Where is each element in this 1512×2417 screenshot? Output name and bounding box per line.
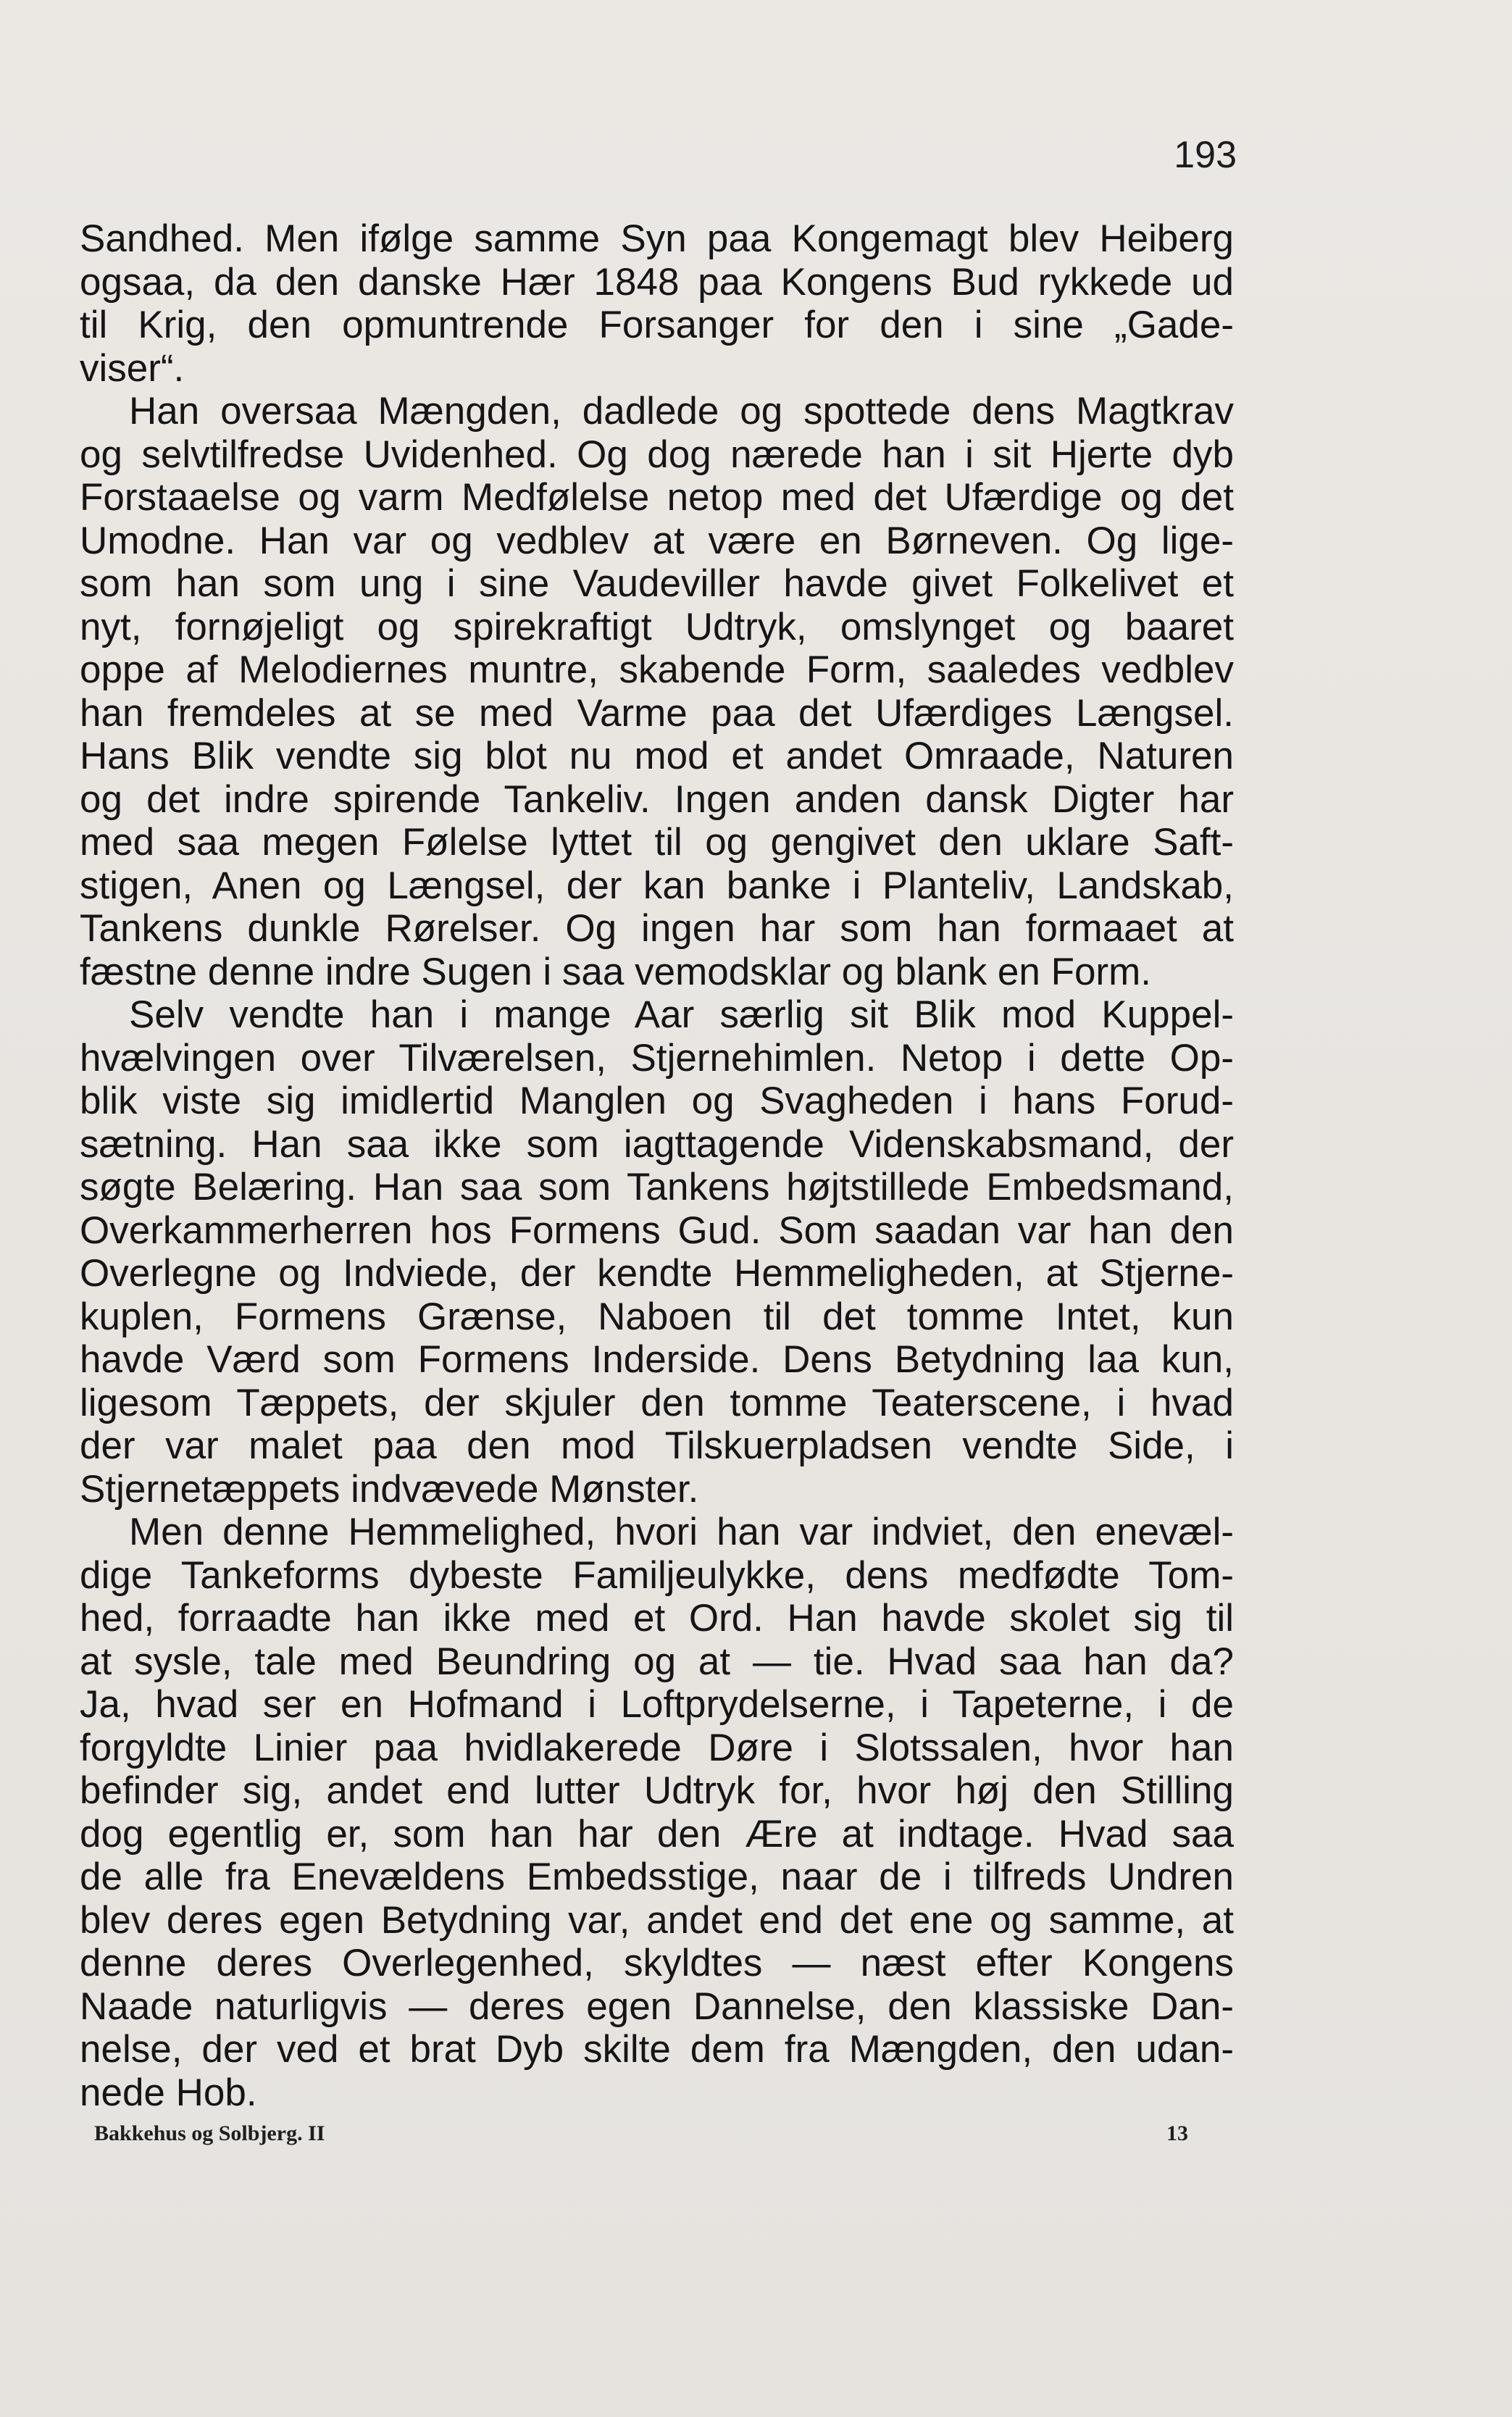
- footer-sheet-number: 13: [1166, 2121, 1188, 2145]
- text-line: oppe af Melodiernes muntre, skabende Form, saaledes vedblev: [80, 648, 1234, 691]
- text-line: kuplen, Formens Grænse, Naboen til det tomme Intet, kun: [80, 1295, 1234, 1338]
- footer-signature: Bakkehus og Solbjerg. II: [94, 2121, 325, 2145]
- text-line: havde Værd som Formens Inderside. Dens Betydning laa kun,: [80, 1338, 1234, 1381]
- text-line: hvælvingen over Tilværelsen, Stjernehimlen. Netop i dette Op-: [80, 1036, 1234, 1080]
- text-line: Umodne. Han var og vedblev at være en Børneven. Og lige-: [80, 519, 1234, 562]
- page-number: 193: [1174, 134, 1237, 176]
- text-line: Men denne Hemmelighed, hvori han var indviet, den enevæl-: [129, 1511, 1234, 1553]
- text-line: han fremdeles at se med Varme paa det Ufærdiges Længsel.: [80, 691, 1234, 735]
- text-line: Forstaaelse og varm Medfølelse netop med det Ufærdige og det: [80, 476, 1234, 519]
- text-line: Naade naturligvis — deres egen Dannelse, den klassiske Dan-: [80, 1984, 1234, 2028]
- text-line: dige Tankeforms dybeste Familjeulykke, dens medfødte Tom-: [80, 1553, 1234, 1597]
- text-line: Hans Blik vendte sig blot nu mod et andet Omraade, Naturen: [80, 735, 1234, 777]
- text-line: nelse, der ved et brat Dyb skilte dem fra Mængden, den udan-: [80, 2028, 1234, 2071]
- text-line: og selvtilfredse Uvidenhed. Og dog nærede han i sit Hjerte dyb: [80, 433, 1234, 476]
- text-line: Stjernetæppets indvævede Mønster.: [80, 1467, 699, 1511]
- text-line: dog egentlig er, som han har den Ære at indtage. Hvad saa: [80, 1812, 1234, 1855]
- text-line: nyt, fornøjeligt og spirekraftigt Udtryk, omslynget og baaret: [80, 605, 1234, 648]
- text-line: Overlegne og Indviede, der kendte Hemmeligheden, at Stjerne-: [80, 1252, 1234, 1295]
- text-line: stigen, Anen og Længsel, der kan banke i Planteliv, Landskab,: [80, 864, 1234, 907]
- text-line: blik viste sig imidlertid Manglen og Svagheden i hans Forud-: [80, 1080, 1234, 1122]
- text-line: blev deres egen Betydning var, andet end det ene og samme, at: [80, 1898, 1234, 1942]
- text-line: der var malet paa den mod Tilskuerpladsen vendte Side, i: [80, 1424, 1234, 1467]
- text-line: og det indre spirende Tankeliv. Ingen anden dansk Digter har: [80, 777, 1234, 821]
- text-line: med saa megen Følelse lyttet til og gengivet den uklare Saft-: [80, 821, 1234, 864]
- text-line: Han oversaa Mængden, dadlede og spottede dens Magtkrav: [129, 390, 1234, 433]
- text-line: ogsaa, da den danske Hær 1848 paa Kongens Bud rykkede ud: [80, 260, 1234, 304]
- text-line: som han som ung i sine Vaudeviller havde givet Folkelivet et: [80, 562, 1234, 605]
- text-line: ligesom Tæppets, der skjuler den tomme Teaterscene, i hvad: [80, 1381, 1234, 1424]
- text-line: forgyldte Linier paa hvidlakerede Døre i Slotssalen, hvor han: [80, 1726, 1234, 1769]
- text-line: denne deres Overlegenhed, skyldtes — næst efter Kongens: [80, 1942, 1234, 1984]
- text-line: sætning. Han saa ikke som iagttagende Videnskabsmand, der: [80, 1122, 1234, 1166]
- text-line: nede Hob.: [80, 2071, 257, 2114]
- text-line: hed, forraadte han ikke med et Ord. Han havde skolet sig til: [80, 1597, 1234, 1640]
- text-line: viser“.: [80, 346, 185, 390]
- body-text: [80, 217, 1234, 2114]
- text-line: søgte Belæring. Han saa som Tankens højtstillede Embedsmand,: [80, 1166, 1234, 1208]
- text-line: at sysle, tale med Beundring og at — tie. Hvad saa han da?: [80, 1640, 1234, 1683]
- text-line: befinder sig, andet end lutter Udtryk for, hvor høj den Stilling: [80, 1769, 1234, 1812]
- text-line: Ja, hvad ser en Hofmand i Loftprydelserne, i Tapeterne, i de: [80, 1683, 1234, 1726]
- text-line: fæstne denne indre Sugen i saa vemodsklar og blank en Form.: [80, 950, 1151, 993]
- text-line: Tankens dunkle Rørelser. Og ingen har som han formaaet at: [80, 907, 1234, 950]
- text-line: de alle fra Enevældens Embedsstige, naar de i tilfreds Undren: [80, 1855, 1234, 1898]
- text-line: Sandhed. Men ifølge samme Syn paa Kongemagt blev Heiberg: [80, 217, 1234, 260]
- text-line: Selv vendte han i mange Aar særlig sit Blik mod Kuppel-: [129, 993, 1234, 1036]
- text-line: til Krig, den opmuntrende Forsanger for den i sine „Gade-: [80, 304, 1234, 346]
- text-line: Overkammerherren hos Formens Gud. Som saadan var han den: [80, 1208, 1234, 1252]
